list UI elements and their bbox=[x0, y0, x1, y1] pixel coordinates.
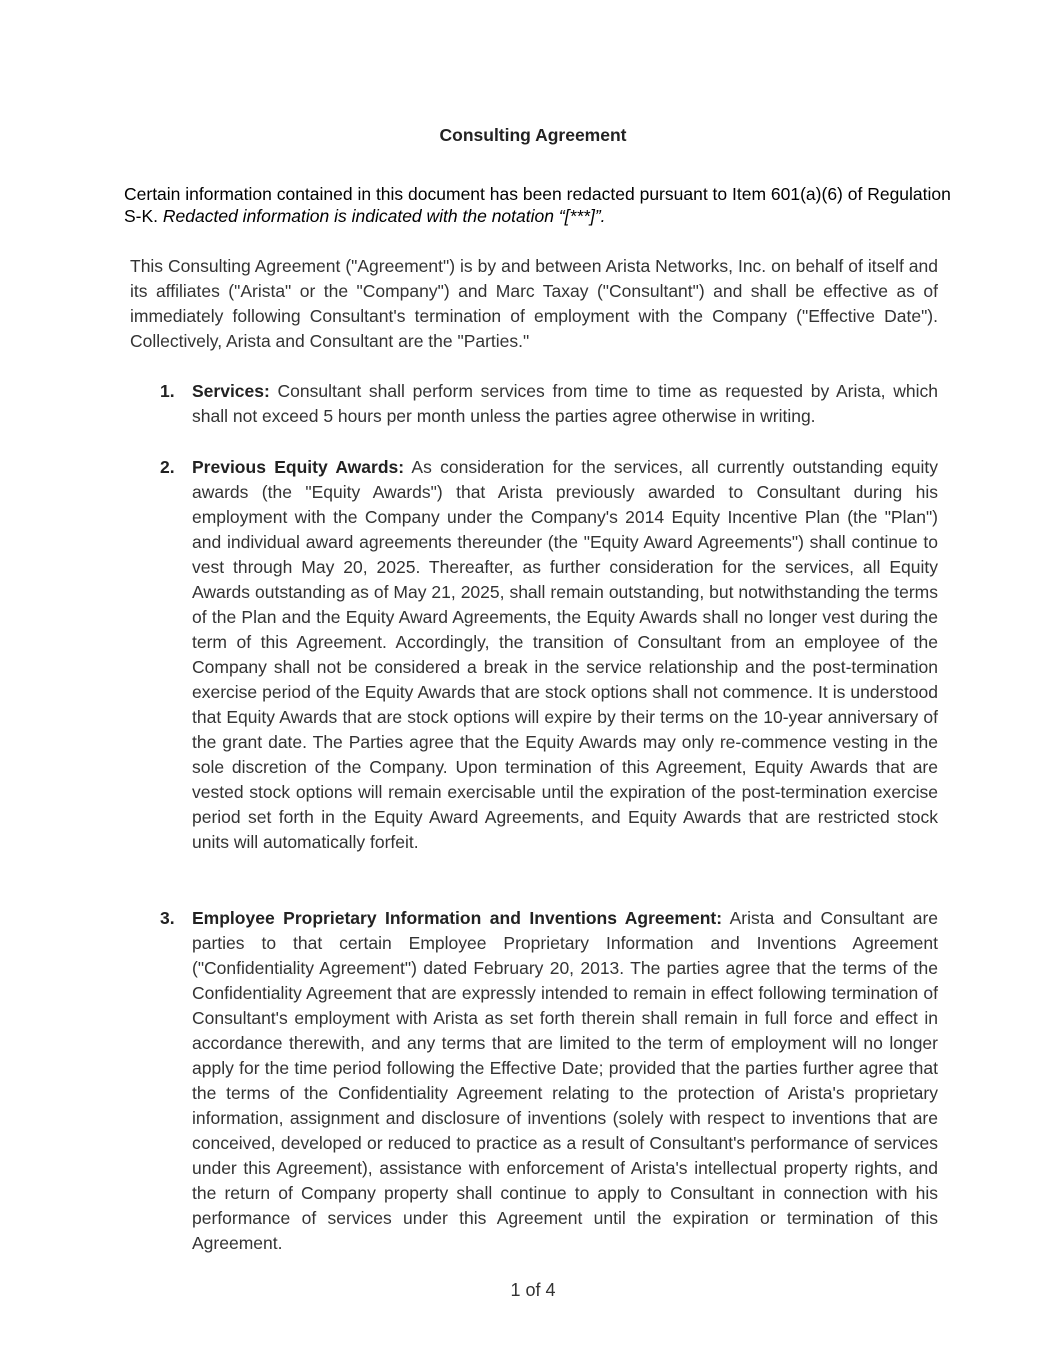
section-body: Arista and Consultant are parties to that certain Employee Proprietary Information and Inventions Agreement ("Confidentiality Agreement") dated February 20, 2013. The parties agree that the terms of the Confidentiality Agreement that are expressly intended to remain in effect following termination of Consultant's employment with Arista as set forth therein shall remain in full force and effect in accordance therewith, and any terms that are limited to the term of employment will no longer apply for the time period following the Effective Date; provided that the parties further agree that the terms of the Confidentiality Agreement relating to the protection of Arista's proprietary information, assignment and disclosure of inventions (solely with respect to inventions that are conceived, developed or reduced to practice as a result of Consultant's performance of services under this Agreement), assistance with enforcement of Arista's intellectual property rights, and the return of Company property shall continue to apply to Consultant in connection with his performance of services under this Agreement until the expiration or termination of this Agreement. bbox=[192, 908, 938, 1253]
section-number: 2. bbox=[160, 457, 175, 477]
section-heading: Previous Equity Awards: bbox=[192, 457, 405, 477]
document-title: Consulting Agreement bbox=[439, 125, 627, 145]
intro-paragraph: This Consulting Agreement ("Agreement") is by and between Arista Networks, Inc. on behalf of itself and its affiliates ("Arista" or the "Company") and Marc Taxay ("Consultant") and shall be effective as of immediately following Consultant's termination of employment with the Company ("Effective Date"). Collectively, Arista and Consultant are the "Parties." bbox=[130, 256, 938, 351]
section-body: As consideration for the services, all currently outstanding equity awards (the "Equity Awards") that Arista previously awarded to Consultant during his employment with the Company under the Company's 2014 Equity Incentive Plan (the "Plan") and individual award agreements thereunder (the "Equity Award Agreements") shall continue to vest through May 20, 2025. Thereafter, as further consideration for the services, all Equity Awards outstanding as of May 21, 2025, shall remain outstanding, but notwithstanding the terms of the Plan and the Equity Award Agreements, the Equity Awards shall no longer vest during the term of this Agreement. Accordingly, the transition of Consultant from an employee of the Company shall not be considered a break in the service relationship and the post-termination exercise period of the Equity Awards that are stock options shall not commence. It is understood that Equity Awards that are stock options will expire by their terms on the 10-year anniversary of the grant date. The Parties agree that the Equity Awards may only re-commence vesting in the sole discretion of the Company. Upon termination of this Agreement, Equity Awards that are vested stock options will remain exercisable until the expiration of the post-termination exercise period set forth in the Equity Award Agreements, and Equity Awards that are restricted stock units will automatically forfeit. bbox=[192, 457, 938, 852]
section-body: Consultant shall perform services from time to time as requested by Arista, which shall not exceed 5 hours per month unless the parties agree otherwise in writing. bbox=[192, 381, 938, 426]
page-number: 1 of 4 bbox=[510, 1280, 556, 1300]
section-heading: Services: bbox=[192, 381, 270, 401]
section-number: 1. bbox=[160, 381, 175, 401]
section-services bbox=[160, 379, 938, 429]
section-number: 3. bbox=[160, 908, 175, 928]
redaction-notation-text: Redacted information is indicated with the notation “[***]”. bbox=[162, 206, 606, 226]
section-previous-equity-awards bbox=[160, 455, 938, 855]
section-heading: Employee Proprietary Information and Inventions Agreement: bbox=[192, 908, 723, 928]
redaction-notice-text: Certain information contained in this document has been redacted pursuant to Item 601(a)(6) of Regulation S-K. bbox=[124, 184, 951, 226]
redaction-notice bbox=[124, 183, 954, 227]
section-proprietary-information bbox=[160, 906, 938, 1256]
